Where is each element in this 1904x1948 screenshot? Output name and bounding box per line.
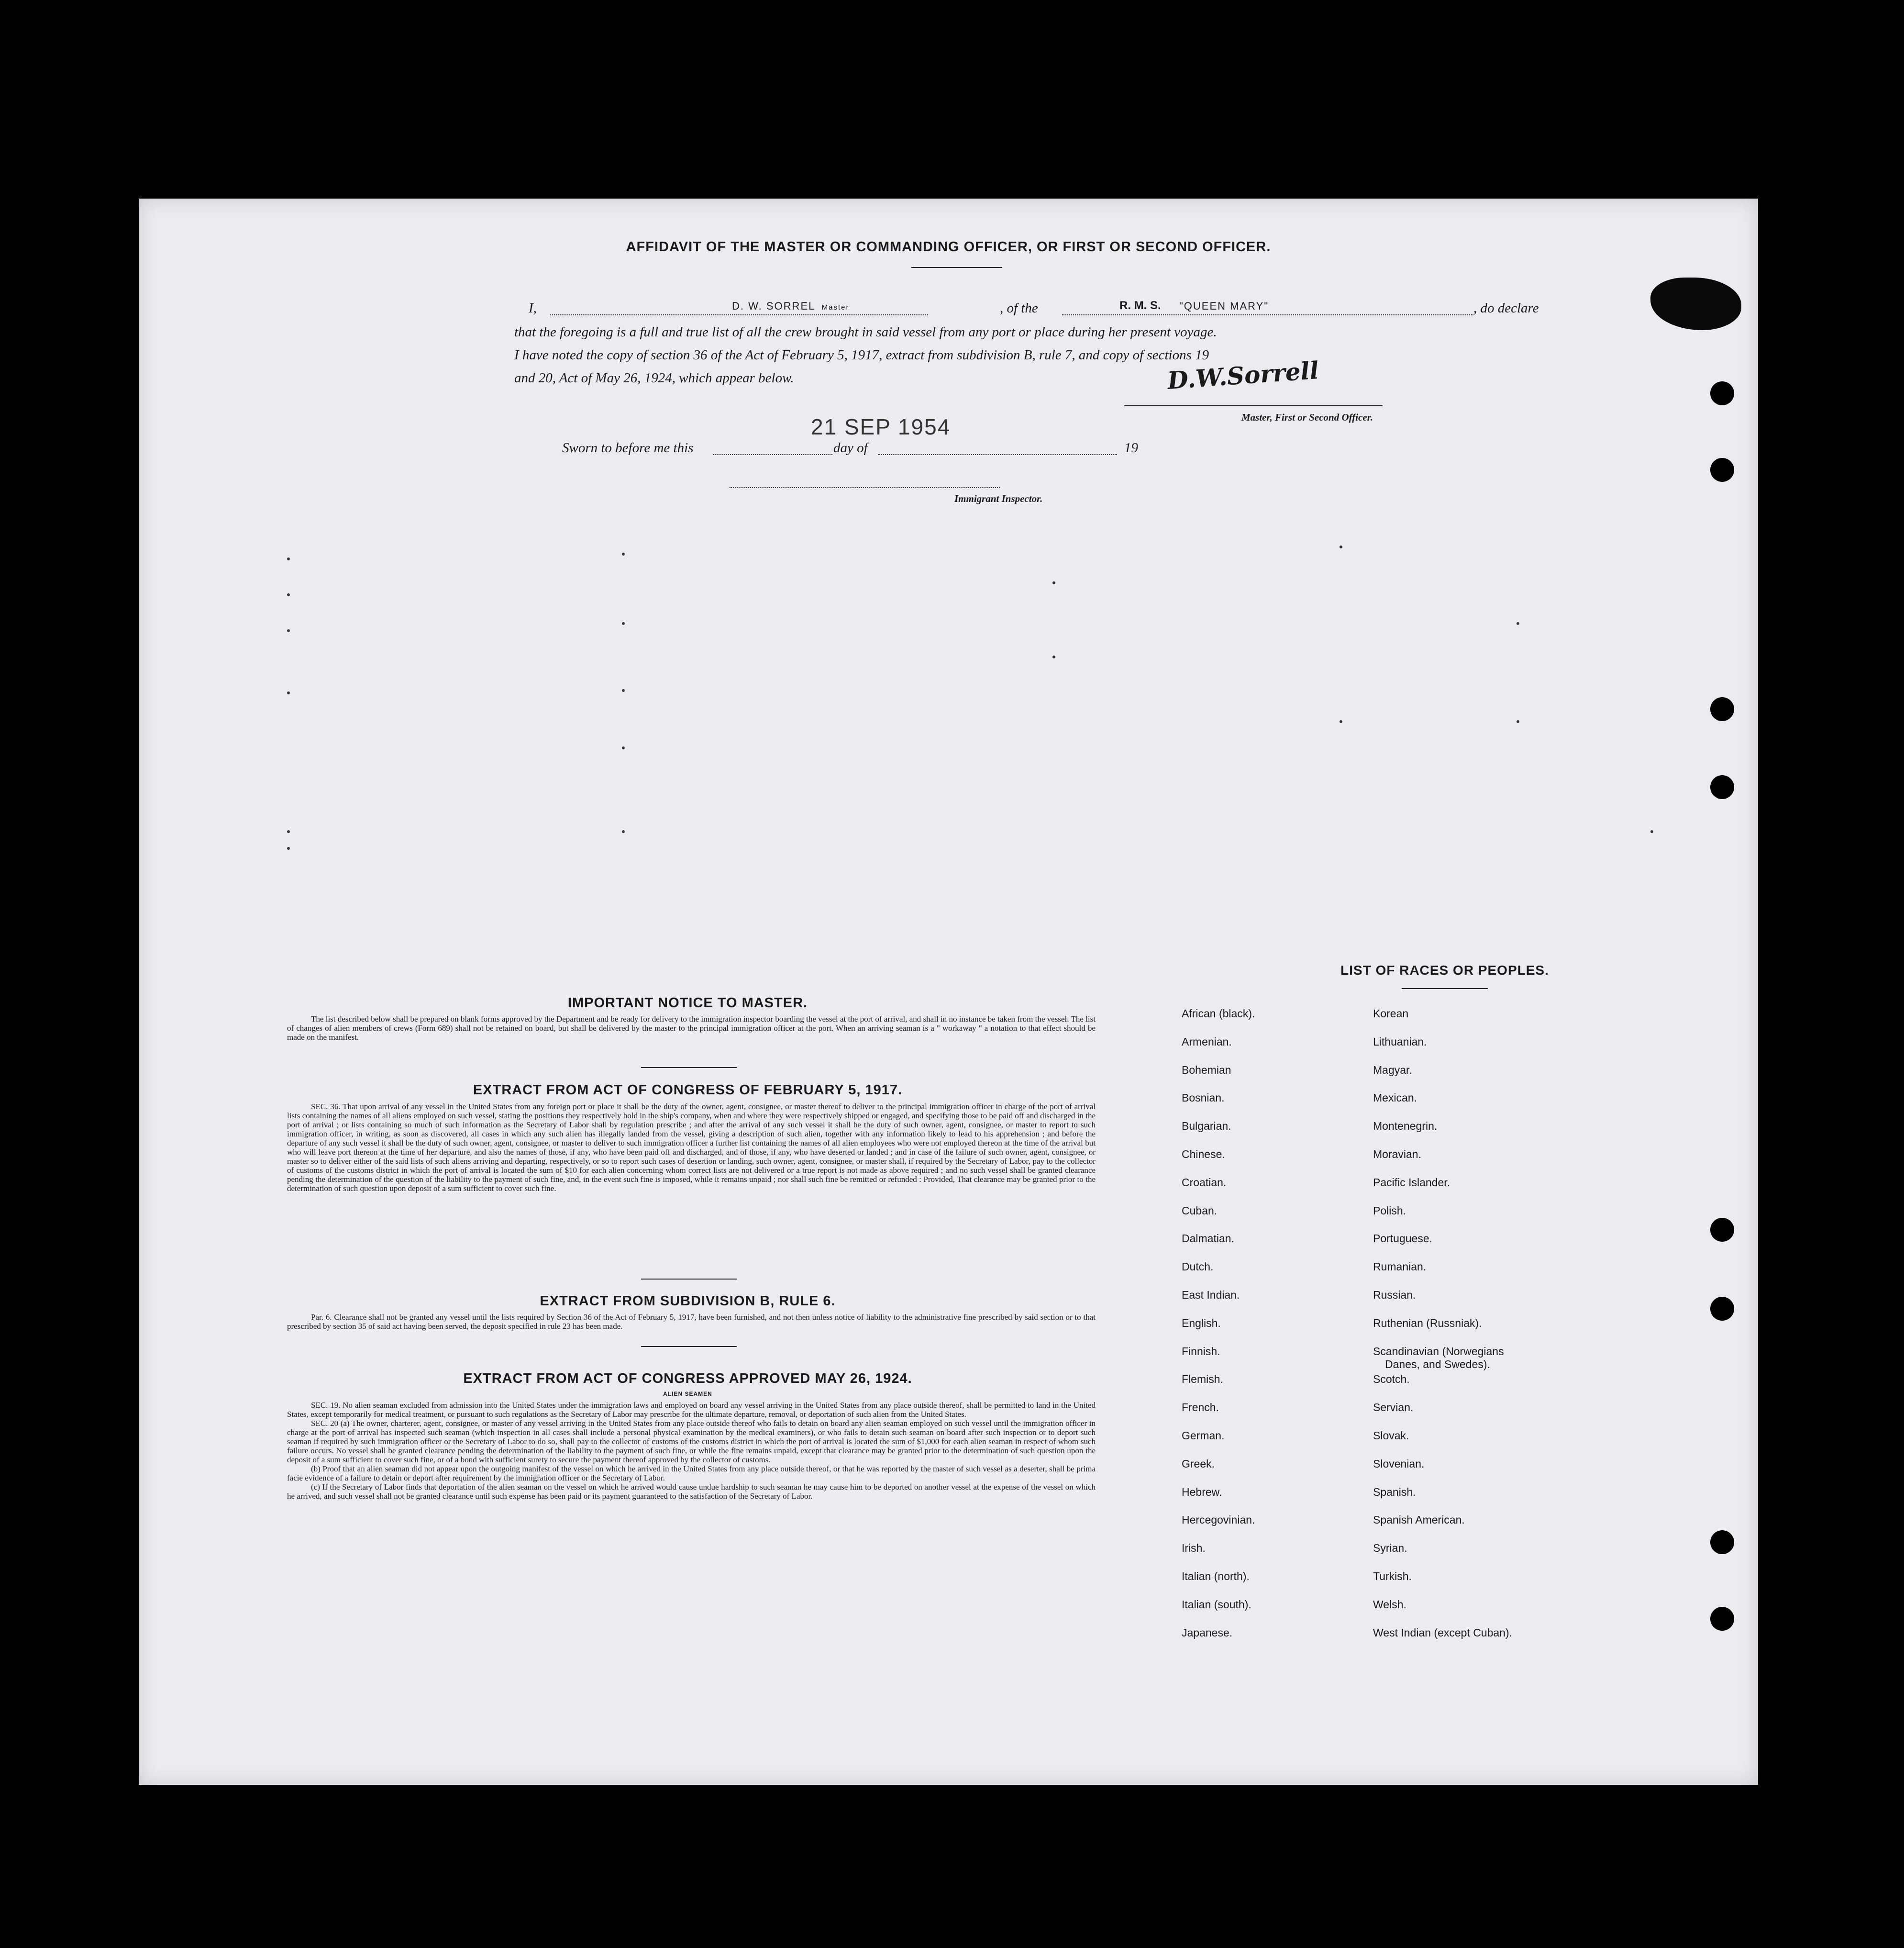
inspector-blank — [730, 487, 1000, 488]
race-item: Finnish. — [1182, 1345, 1220, 1358]
race-item: Hercegovinian. — [1182, 1514, 1255, 1526]
divider — [1402, 988, 1488, 989]
sec-20a: SEC. 20 (a) The owner, charterer, agent, consignee, or master of any vessel arriving in the United States from any place outside thereof who fails to detain on board any alien seaman employed on such vessel until the immigration officer in charge at the port of arrival has inspected such seaman (which inspection in all cases shall include a personal physical examination by the medical examiners), or who fails to detain such seaman on board after such inspection or to deport such seaman if required by such immigration officer or the Secretary of Labor to do so, shall pay to the collector of customs of the customs district in which the port of arrival is located the sum of $1,000 for each alien seaman in respect of whom such failure occurs. No vessel shall be granted clearance pending the determination of the liability to the payment of such fine, or while the fine remains unpaid, except that clearance may be granted prior to the determination of such question upon the deposit of a sum sufficient to cover such fine, or of a bond with sufficient surety to secure the payment thereof approved by the collector of customs. — [287, 1419, 1096, 1464]
race-item: Lithuanian. — [1373, 1035, 1427, 1048]
speck — [622, 553, 625, 556]
race-item: Spanish American. — [1373, 1514, 1465, 1526]
year-prefix: 19 — [1124, 440, 1138, 456]
affidavit-line-4: and 20, Act of May 26, 1924, which appear below. — [514, 370, 794, 386]
race-item: Spanish. — [1373, 1485, 1416, 1498]
race-item: Slovak. — [1373, 1429, 1409, 1442]
race-item: Bosnian. — [1182, 1091, 1225, 1104]
master-name-text: D. W. SORREL — [732, 300, 815, 312]
speck — [622, 830, 625, 833]
speck — [1650, 830, 1653, 833]
race-item: Mexican. — [1373, 1091, 1417, 1104]
race-item: Armenian. — [1182, 1035, 1232, 1048]
extract-rule6-text: Par. 6. Clearance shall not be granted any vessel until the lists required by Section 36 of the Act of February 5, 1917, have been furnished, and not then unless notice of liability to the administrative fine prescribed by said section or to that prescribed by section 35 of said act having been served, the deposit specified in rule 23 has been made. — [287, 1313, 1096, 1331]
race-item: Irish. — [1182, 1542, 1206, 1555]
race-item: Slovenian. — [1373, 1457, 1425, 1470]
speck — [287, 593, 290, 596]
master-suffix: Master — [821, 303, 850, 312]
sec-20b: (b) Proof that an alien seaman did not appear upon the outgoing manifest of the vessel on which he arrived in the United States from any place outside thereof, or that he was reported by the master of such vessel as a deserter, shall be prima facie evidence of a failure to detain or deport after requirement by the immigration officer or the Secretary of Labor. — [287, 1464, 1096, 1482]
race-item: Danes, and Swedes). — [1385, 1358, 1490, 1370]
race-item: Japanese. — [1182, 1626, 1233, 1639]
vessel-blank — [1062, 314, 1473, 315]
affidavit-line-2: that the foregoing is a full and true list of all the crew brought in said vessel from any port or place during her present voyage. — [514, 324, 1217, 340]
race-item: Russian. — [1373, 1289, 1416, 1301]
master-signature: D.W.Sorrell — [1166, 356, 1320, 395]
vessel-prefix: R. M. S. — [1119, 299, 1161, 312]
speck — [1052, 656, 1055, 658]
speck — [622, 622, 625, 625]
master-name — [732, 300, 850, 312]
divider — [911, 267, 1002, 268]
race-item: Magyar. — [1373, 1063, 1412, 1076]
speck — [1517, 622, 1519, 625]
race-item: Bulgarian. — [1182, 1120, 1231, 1133]
speck — [622, 746, 625, 749]
race-item: Flemish. — [1182, 1373, 1223, 1386]
speck — [287, 691, 290, 694]
signature-line — [1124, 405, 1383, 406]
do-declare-label: , do declare — [1473, 301, 1539, 316]
punch-hole — [1710, 1297, 1734, 1321]
date-stamp: 21 SEP 1954 — [811, 414, 951, 439]
sworn-day-blank — [713, 454, 832, 455]
race-item: Croatian. — [1182, 1176, 1227, 1189]
extract-1917-title: EXTRACT FROM ACT OF CONGRESS OF FEBRUARY 5, 1917. — [473, 1082, 903, 1098]
race-item: Dalmatian. — [1182, 1232, 1234, 1245]
race-item: Moravian. — [1373, 1148, 1421, 1160]
divider — [641, 1346, 737, 1347]
speck — [287, 830, 290, 833]
speck — [287, 557, 290, 560]
of-the-label: , of the — [1000, 301, 1038, 316]
race-item: Pacific Islander. — [1373, 1176, 1450, 1189]
race-item: West Indian (except Cuban). — [1373, 1626, 1513, 1639]
vessel-name: "QUEEN MARY" — [1179, 300, 1269, 312]
divider — [641, 1279, 737, 1280]
race-item: Bohemian — [1182, 1063, 1231, 1076]
race-item: Portuguese. — [1373, 1232, 1433, 1245]
extract-1917-text: SEC. 36. That upon arrival of any vessel in the United States from any foreign port or place it shall be the duty of the owner, agent, consignee, or master thereof to deliver to the principal immigration officer in charge of the port of arrival lists containing the names of all aliens employed on such vessel, stating the positions they respectively hold in the ship's company, when and where they were respectively shipped or engaged, and specifying those to be paid off and discharged in the port of arrival ; or lists containing so much of such information as the Secretary of Labor shall by regulation prescribe ; and after the arrival of any such vessel it shall be the duty of such owner, agent, consignee, or master to report to such immigration officer, in writing, as soon as discovered, all cases in which any such alien has illegally landed from the vessel, giving a description of such alien, together with any information likely to lead to his apprehension ; and before the departure of any such vessel it shall be the duty of such owner, agent, consignee, or master to deliver to such immigration officer a further list containing the names of all alien employees who were not employed thereon at the time of the arrival but who will leave port thereon at the time of her departure, and also the names of those, if any, who have been paid off and discharged, and of those, if any, who have deserted or landed ; and in case of the failure of such owner, agent, consignee, or master so to deliver either of the said lists of such aliens arriving and departing, respectively, or so to report such cases of desertion or landing, such owner, agent, consignee, or master shall, if required by the Secretary of Labor, pay to the collector of customs of the customs district in which the port of arrival is located the sum of $10 for each alien concerning whom correct lists are not delivered or a true report is not made as above required ; and no such vessel shall be granted clearance pending the determination of the question of the liability to the payment of such fine, and, in the event such fine is imposed, while it remains unpaid ; nor shall such fine be remitted or refunded : Provided, That clearance may be granted prior to the determination of such question upon deposit of a sum sufficient to cover such fine. — [287, 1102, 1096, 1193]
race-item: Montenegrin. — [1373, 1120, 1438, 1133]
speck — [1052, 581, 1055, 584]
race-item: Scandinavian (Norwegians — [1373, 1345, 1504, 1358]
notice-title: IMPORTANT NOTICE TO MASTER. — [567, 995, 808, 1011]
races-title: LIST OF RACES OR PEOPLES. — [1340, 963, 1549, 978]
extract-1924-title: EXTRACT FROM ACT OF CONGRESS APPROVED MAY 26, 1924. — [463, 1371, 912, 1386]
sec-20c: (c) If the Secretary of Labor finds that deportation of the alien seaman on the vessel on which he arrived would cause undue hardship to such seaman he may cause him to be deported on another vessel at the expense of the vessel on which he arrived, and such vessel shall not be granted clearance until such expense has been paid or its payment guaranteed to the satisfaction of the Secretary of Labor. — [287, 1482, 1096, 1501]
affidavit-title: AFFIDAVIT OF THE MASTER OR COMMANDING OFFICER, OR FIRST OR SECOND OFFICER. — [626, 239, 1271, 255]
punch-hole — [1710, 1530, 1734, 1554]
affidavit-i-label: I, — [529, 301, 537, 316]
speck — [287, 847, 290, 850]
race-item: Dutch. — [1182, 1260, 1214, 1273]
race-item: Italian (north). — [1182, 1570, 1250, 1582]
race-item: Syrian. — [1373, 1542, 1407, 1555]
race-item: Korean — [1373, 1007, 1409, 1020]
race-item: Rumanian. — [1373, 1260, 1427, 1273]
extract-rule6-title: EXTRACT FROM SUBDIVISION B, RULE 6. — [540, 1293, 836, 1309]
race-item: Scotch. — [1373, 1373, 1410, 1386]
race-item: Chinese. — [1182, 1148, 1225, 1160]
race-item: Hebrew. — [1182, 1485, 1222, 1498]
punch-hole — [1710, 697, 1734, 721]
document-sheet — [139, 199, 1758, 1785]
race-item: East Indian. — [1182, 1289, 1240, 1301]
race-item: Italian (south). — [1182, 1598, 1251, 1611]
divider — [641, 1067, 737, 1068]
punch-hole — [1710, 1218, 1734, 1242]
notice-text: The list described below shall be prepared on blank forms approved by the Department and be ready for delivery to the immigration inspector boarding the vessel at the port of arrival, and shall in no instance be taken from the vessel. The list of changes of alien members of crews (Form 689) shall not be retained on board, but shall be delivered by the master to the principal immigration officer at the port. When an arriving seaman is a " workaway " a notation to that effect should be made on the manifest. — [287, 1014, 1096, 1042]
extract-1924-subtitle: ALIEN SEAMEN — [663, 1391, 712, 1397]
speck — [622, 689, 625, 692]
race-item: French. — [1182, 1401, 1219, 1414]
master-name-blank — [550, 314, 928, 315]
punch-hole — [1710, 775, 1734, 799]
inspector-caption: Immigrant Inspector. — [954, 493, 1043, 504]
race-item: German. — [1182, 1429, 1225, 1442]
signature-caption: Master, First or Second Officer. — [1241, 412, 1373, 423]
affidavit-line-3: I have noted the copy of section 36 of the Act of February 5, 1917, extract from subdivision B, rule 7, and copy of sections 19 — [514, 347, 1209, 363]
race-item: Cuban. — [1182, 1204, 1218, 1217]
day-of-label: day of — [833, 440, 868, 456]
race-item: African (black). — [1182, 1007, 1255, 1020]
punch-hole — [1710, 381, 1734, 405]
speck — [287, 629, 290, 632]
race-item: Turkish. — [1373, 1570, 1412, 1582]
sec-19: SEC. 19. No alien seaman excluded from admission into the United States under the immigration laws and employed on board any vessel arriving in the United States from any place outside thereof, shall be permitted to land in the United States, except temporarily for medical treatment, or pursuant to such regulations as the Secretary of Labor may prescribe for the ultimate departure, removal, or deportation of such alien from the United States. — [287, 1401, 1096, 1419]
race-item: Polish. — [1373, 1204, 1406, 1217]
race-item: Welsh. — [1373, 1598, 1406, 1611]
race-item: Servian. — [1373, 1401, 1414, 1414]
race-item: English. — [1182, 1316, 1221, 1329]
speck — [1517, 720, 1519, 723]
sworn-month-blank — [878, 454, 1117, 455]
punch-hole — [1710, 458, 1734, 482]
speck — [1339, 720, 1342, 723]
speck — [1339, 545, 1342, 548]
race-item: Ruthenian (Russniak). — [1373, 1316, 1482, 1329]
sworn-label: Sworn to before me this — [562, 440, 694, 456]
extract-1924-body — [287, 1401, 1096, 1501]
punch-hole — [1710, 1607, 1734, 1631]
race-item: Greek. — [1182, 1457, 1215, 1470]
